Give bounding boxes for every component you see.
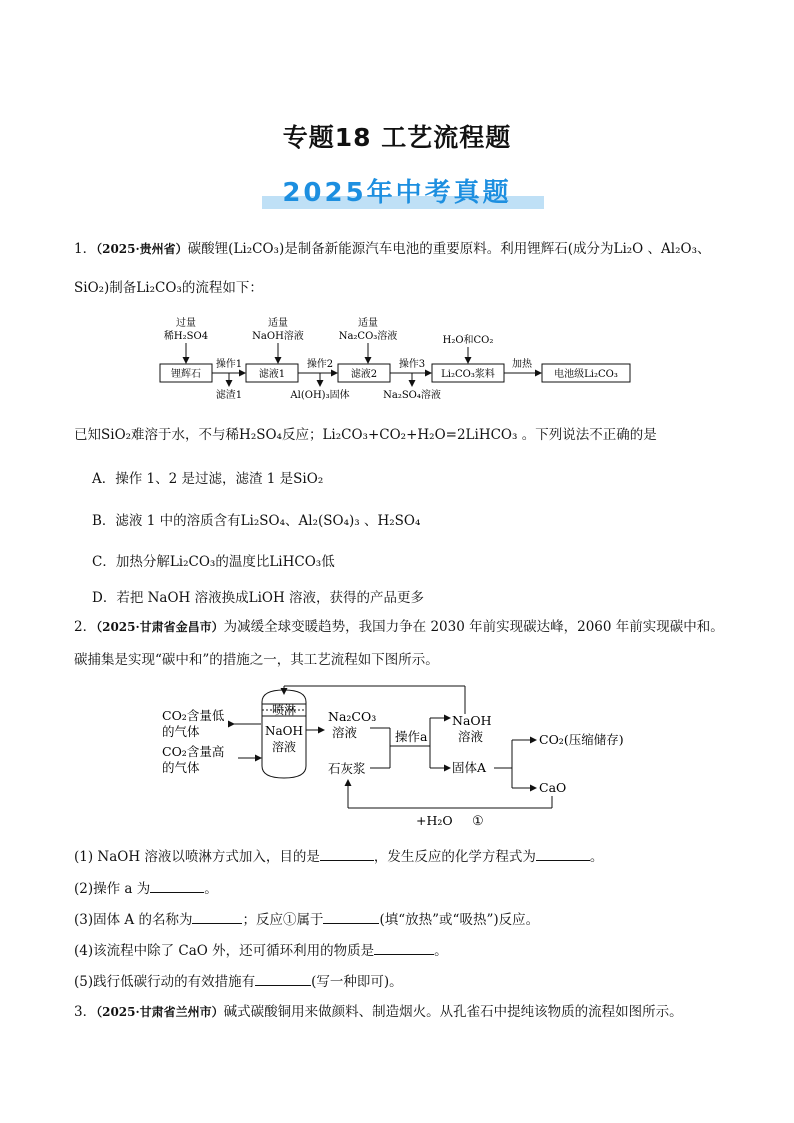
blank-2[interactable] [150,878,204,893]
naoh-out-a: NaOH [452,713,492,728]
blank-4[interactable] [374,940,434,955]
q2-line1 [74,617,724,637]
q2-sub5: (5)践行低碳行动的有效措施有 (写一种即可)。 [74,971,403,992]
q1-text: 碳酸锂(Li₂CO₃)是制备新能源汽车电池的重要原料。利用锂辉石(成分为Li₂O 、Al₂O₃、 [187,241,711,257]
flow-out3: Na₂SO₄溶液 [383,390,441,401]
flow-box2-label: 滤液1 [258,369,286,380]
q3-source: （2025·甘肃省兰州市） [96,1005,224,1019]
op-a: 操作a [395,729,428,744]
q2-sub1: (1) NaOH 溶液以喷淋方式加入，目的是 ，发生反应的化学方程式为 。 [74,846,603,867]
limewater: 石灰浆 [328,761,366,776]
flow-box3-label: 滤液2 [350,369,378,380]
q1-line1 [74,239,711,259]
spray-label: 喷淋 [271,703,297,717]
q3-line1 [74,1002,683,1022]
q1-option-c: C．加热分解Li₂CO₃的温度比LiHCO₃低 [92,554,335,570]
q2-sub3: (3)固体 A 的名称为 ；反应①属于 (填“放热”或“吸热”)反应。 [74,909,539,930]
q1-number: 1． [74,241,97,257]
q3-number: 3． [74,1004,97,1020]
q2-text: 为减缓全球变暖趋势，我国力争在 2030 年前实现碳达峰，2060 年前实现碳中和。 [223,619,724,635]
flow-op3: 操作3 [398,359,426,370]
flow-add1a: 过量 [176,318,196,329]
flow-add2b: NaOH溶液 [252,331,304,342]
naoh-out-b: 溶液 [458,729,484,744]
gas-low-a: CO₂含量低 [162,708,225,723]
q3-text: 碱式碳酸铜用来做颜料、制造烟火。从孔雀石中提纯该物质的流程如图所示。 [223,1004,683,1020]
flow-heat: 加热 [512,359,532,370]
blank-3-2[interactable] [323,909,379,924]
na2co3-a: Na₂CO₃ [328,709,377,724]
q1-option-a: A．操作 1、2 是过滤，滤渣 1 是SiO₂ [92,471,324,487]
gas-high-b: 的气体 [162,760,200,775]
tank-label-b: 溶液 [271,740,297,754]
flow-add3b: Na₂CO₃溶液 [338,331,398,342]
flow-box1-label: 锂辉石 [171,369,201,380]
gas-high-a: CO₂含量高 [162,744,225,759]
flow-op1: 操作1 [215,359,243,370]
flow-add2a: 适量 [268,318,288,329]
banner-text: 2025年中考真题 [282,178,512,208]
q2-flow-diagram [160,680,650,830]
blank-3-1[interactable] [192,909,242,924]
q1-line2: SiO₂)制备Li₂CO₃的流程如下： [74,280,263,296]
blank-5[interactable] [255,971,311,986]
q1-source: （2025·贵州省） [96,242,188,256]
gas-low-b: 的气体 [162,724,200,739]
q1-flow-diagram [150,312,650,407]
blank-1-2[interactable] [536,846,590,861]
flow-out1: 滤渣1 [215,390,243,401]
flow-box5-label: 电池级Li₂CO₃ [554,369,618,380]
solid-a: 固体A [452,760,487,775]
q1-option-d: D．若把 NaOH 溶液换成LiOH 溶液，获得的产品更多 [92,590,425,606]
banner [0,172,794,209]
flow-box4-label: Li₂CO₃浆料 [441,369,495,380]
na2co3-b: 溶液 [332,725,358,740]
flow-out2: Al(OH)₃固体 [290,390,350,401]
flow-op2: 操作2 [306,359,334,370]
flow-add1b: 稀H₂SO4 [163,331,209,342]
water-label: +H₂O [416,813,453,828]
q2-number: 2． [74,619,97,635]
reaction-1-mark: ① [472,814,484,829]
q2-sub2: (2)操作 a 为 。 [74,878,218,899]
q1-stem: 已知SiO₂难溶于水，不与稀H₂SO₄反应；Li₂CO₃+CO₂+H₂O=2LiHCO₃ 。下列说法不正确的是 [74,427,657,443]
co2-storage: CO₂(压缩储存) [539,732,624,747]
blank-1-1[interactable] [320,846,374,861]
page-title: 专题18 工艺流程题 [282,123,512,152]
q1-option-b: B．滤液 1 中的溶质含有Li₂SO₄、Al₂(SO₄)₃ 、H₂SO₄ [92,513,421,529]
q2-line2: 碳捕集是实现“碳中和”的措施之一，其工艺流程如下图所示。 [74,652,439,668]
flow-add4: H₂O和CO₂ [442,335,494,346]
cao-label: CaO [539,780,567,795]
q2-source: （2025·甘肃省金昌市） [96,620,224,634]
q2-sub4: (4)该流程中除了 CaO 外，还可循环利用的物质是 。 [74,940,448,961]
tank-label-a: NaOH [265,724,303,738]
flow-add3a: 适量 [358,318,378,329]
